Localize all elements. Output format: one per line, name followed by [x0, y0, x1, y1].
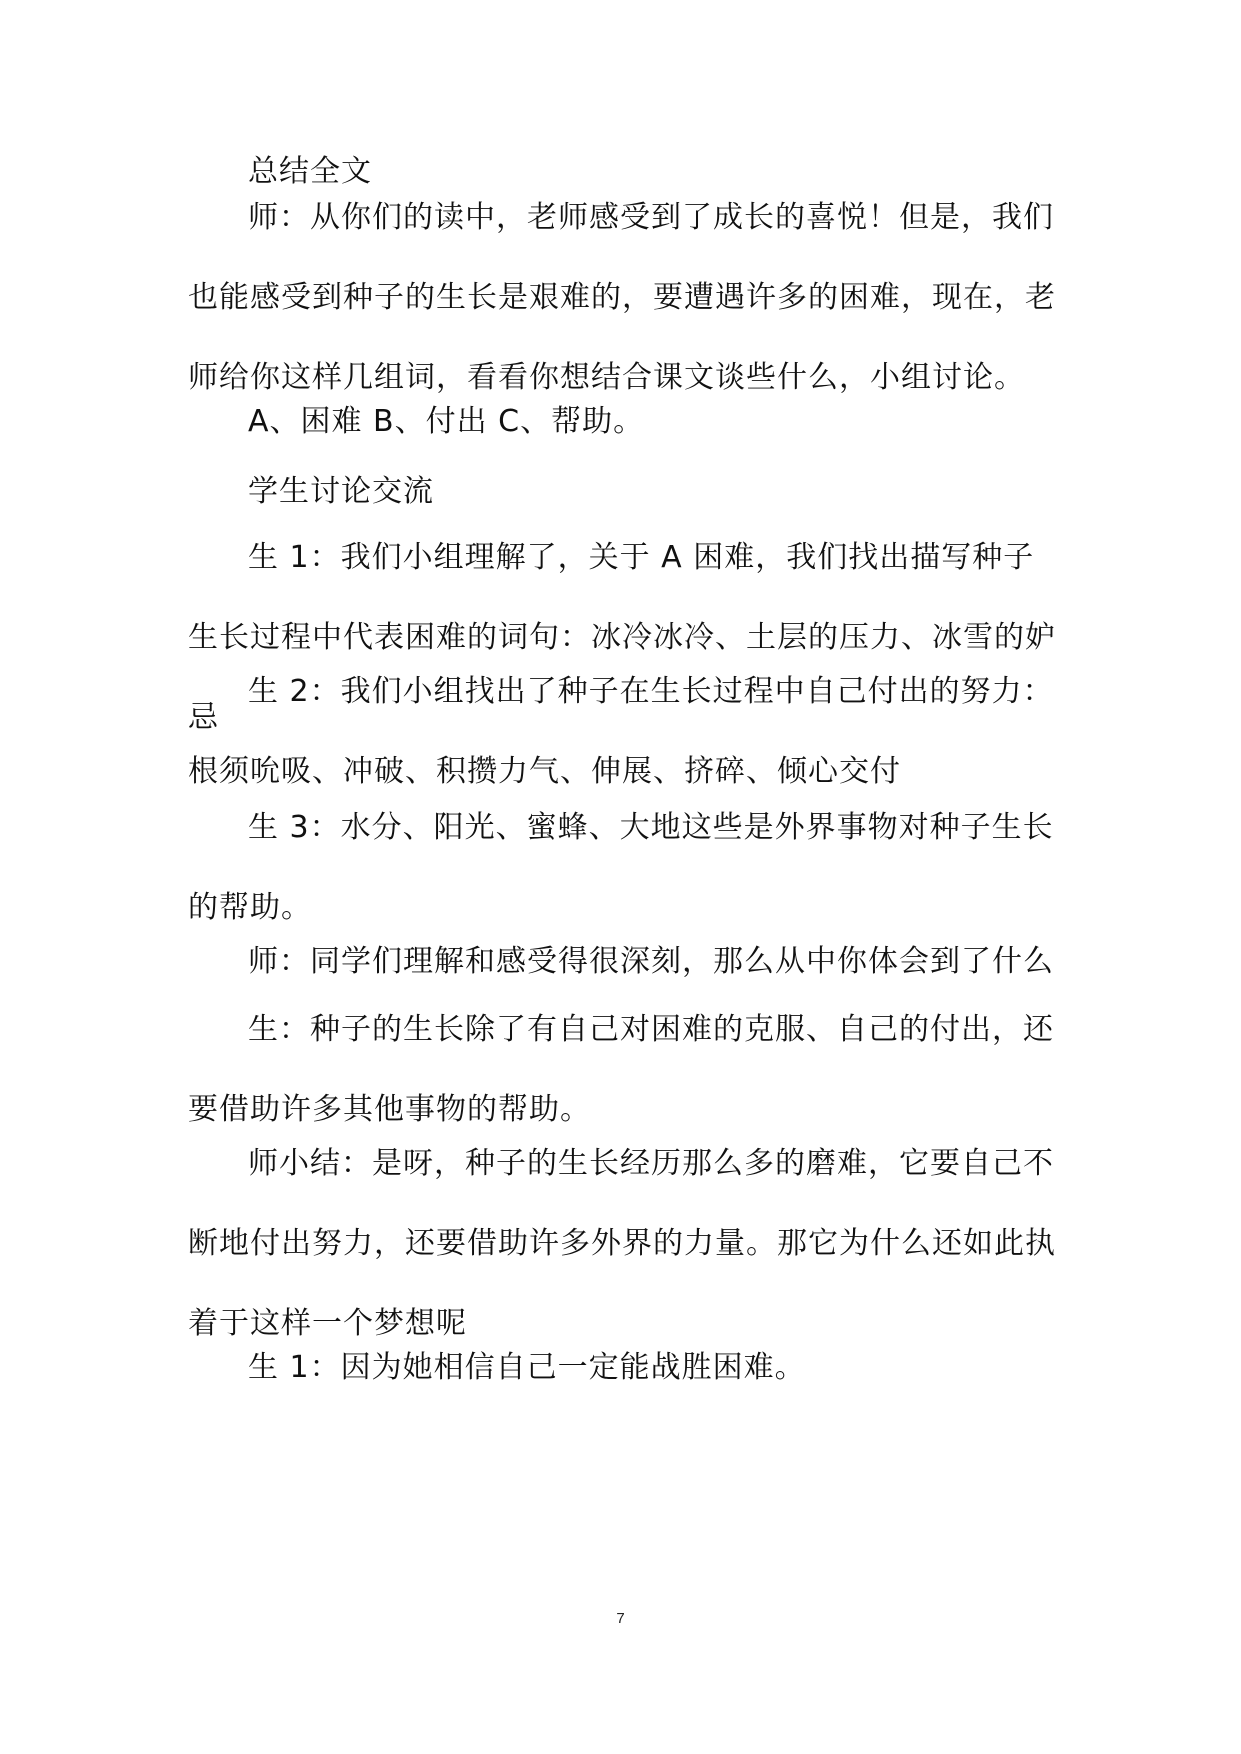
paragraph-student-1: 生 1：我们小组理解了，关于 A 困难，我们找出描写种子生长过程中代表困难的词句：冰冷冰冷、土层的压力、冰雪的妒忌: [188, 540, 1056, 735]
paragraph-discussion-heading: 学生讨论交流: [248, 474, 434, 509]
paragraph-word-groups: A、困难 B、付出 C、帮助。: [248, 404, 645, 439]
paragraph-teacher-summary: 师小结：是呀，种子的生长经历那么多的磨难，它要自己不断地付出努力，还要借助许多外界的力量。那它为什么还如此执着于这样一个梦想呢: [188, 1146, 1056, 1341]
paragraph-summary-heading: 总结全文: [248, 154, 372, 189]
paragraph-teacher-intro: 师：从你们的读中，老师感受到了成长的喜悦！但是，我们也能感受到种子的生长是艰难的，要遭遇许多的困难，现在，老师给你这样几组词，看看你想结合课文谈些什么，小组讨论。: [188, 200, 1056, 395]
page-number: 7: [616, 1610, 625, 1627]
paragraph-student-3: 生 3：水分、阳光、蜜蜂、大地这些是外界事物对种子生长的帮助。: [188, 810, 1054, 925]
paragraph-teacher-question: 师：同学们理解和感受得很深刻，那么从中你体会到了什么: [248, 944, 1054, 979]
paragraph-student-2: 生 2：我们小组找出了种子在生长过程中自己付出的努力：根须吮吸、冲破、积攒力气、伸展、挤碎、倾心交付: [188, 674, 1054, 789]
paragraph-student-1-belief: 生 1：因为她相信自己一定能战胜困难。: [248, 1350, 806, 1385]
paragraph-student-answer: 生：种子的生长除了有自己对困难的克服、自己的付出，还要借助许多其他事物的帮助。: [188, 1012, 1054, 1127]
